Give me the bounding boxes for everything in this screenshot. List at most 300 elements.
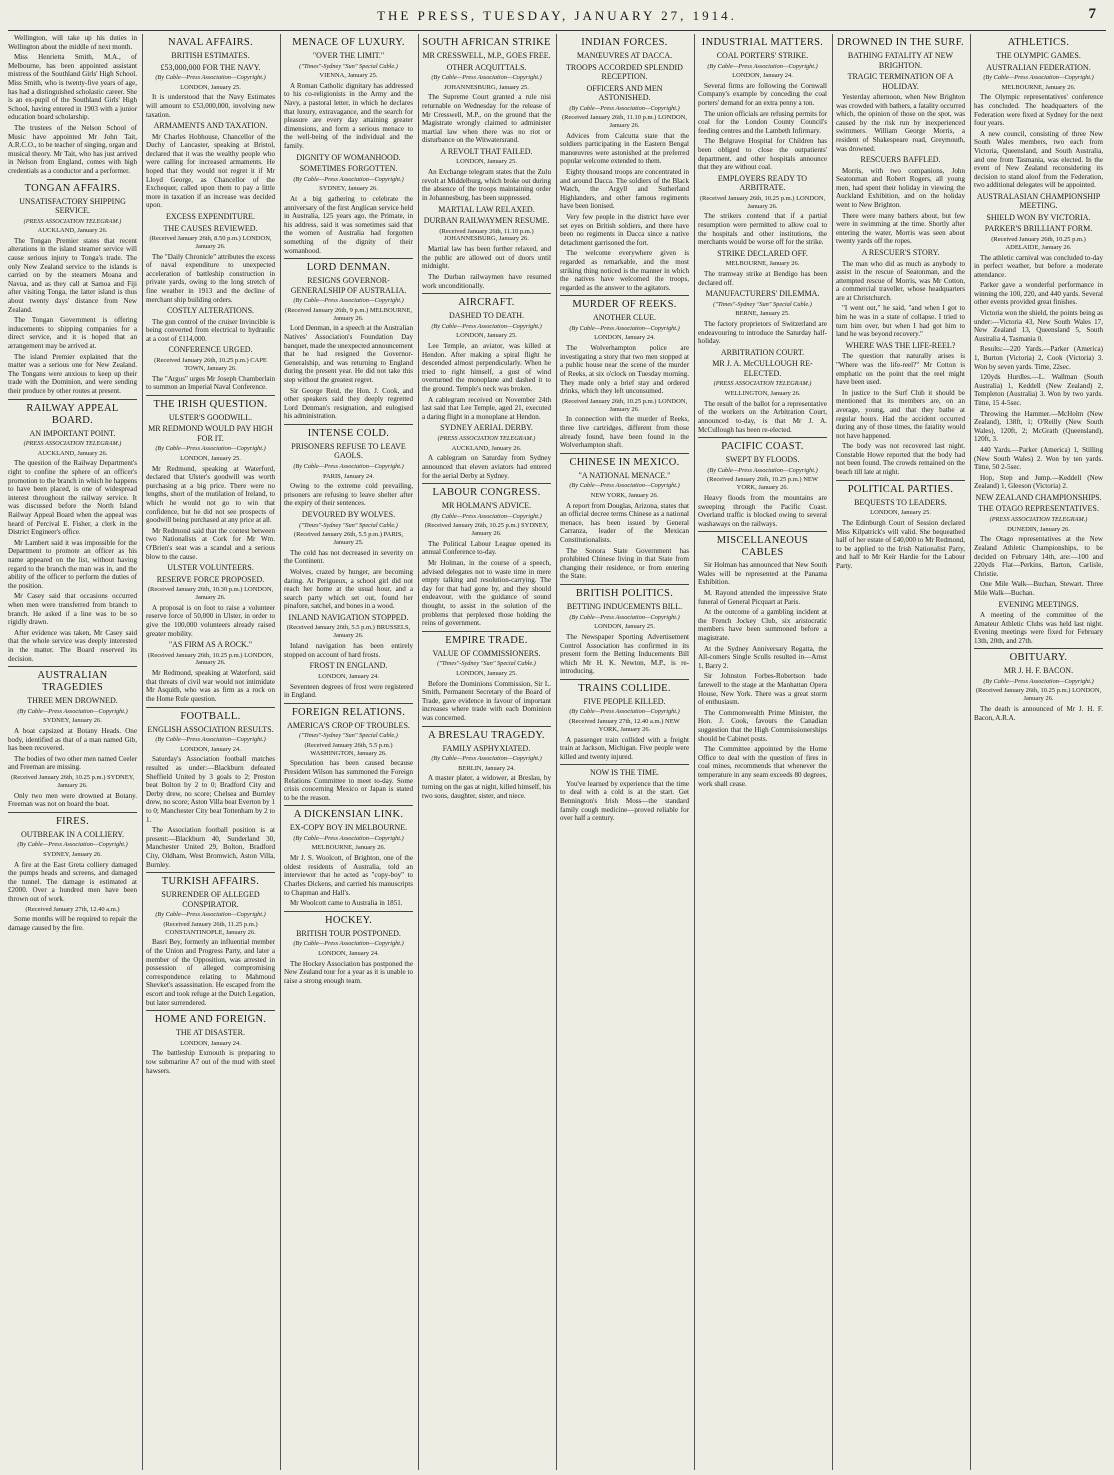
article-headline: MISCELLANEOUS CABLES — [716, 535, 809, 559]
dateline: AUCKLAND, January 26. — [37, 449, 108, 457]
article-paragraph: There were many bathers about, but few were in swimming at the time. Shortly after entering the water, Morris was seen about twenty yards off the ropes. — [836, 211, 965, 246]
article-paragraph: Mr Redmond said that the contest between two Nationalists at Cork for Mr Wm. O'Brien's seat was a scandal and a serious blow to the cause. — [146, 526, 275, 561]
wire-credit: (By Cable—Press Association—Copyright.) — [707, 62, 818, 70]
article-subheading: AMERICA'S CROP OF TROUBLES. — [287, 720, 410, 730]
article-paragraph: Lee Temple, an aviator, was killed at Hendon. After making a spiral flight he descended almost perpendicularly. When he tried to right himself, a gust of wind overturned the monoplane and dashed it to the ground. Temple's neck was broken. — [422, 342, 551, 394]
wire-credit: ("Times"-Sydney "Sun" Special Cable.) — [713, 300, 812, 308]
article-paragraph: The cold has not decreased in severity on the Continent. — [284, 548, 413, 566]
wire-credit: (By Cable—Press Association—Copyright.) — [155, 736, 266, 744]
article-headline: ATHLETICS. — [1007, 37, 1070, 48]
article-paragraph: Advices from Calcutta state that the soldiers participating in the Eastern Bengal manœuvres were astonished at the preferred popular welcome extended to them. — [560, 131, 689, 166]
dateline: (Received January 27th, 12.40 a.m.) NEW YORK, January 26. — [569, 717, 680, 733]
article-subheading: BETTING INDUCEMENTS BILL. — [566, 602, 683, 612]
wire-credit: (By Cable—Press Association—Copyright.) — [293, 462, 404, 470]
newspaper-columns — [8, 34, 1106, 1470]
article-paragraph: A cablegram received on November 24th last said that Lee Temple, aged 21, executed a daring flight in a monoplane at Hendon. — [422, 395, 551, 421]
column-8 — [974, 34, 1103, 1470]
dateline: (Received January 26th, 10.25 p.m.) LONDON, January 26. — [561, 397, 688, 413]
article-subheading: DIGNITY OF WOMANHOOD. — [296, 152, 401, 162]
article-headline: PACIFIC COAST. — [721, 441, 804, 453]
wire-credit: (By Cable—Press Association—Copyright.) — [17, 707, 128, 715]
article-paragraph: The man who did as much as anybody to assist in the rescue of Seatonman, and the attempted rescue of Morris, was Mr Cotton, a commercial traveller, whose headquarters are at Christchurch. — [836, 259, 965, 302]
article-paragraph: The Association football position is at present:—Blackburn 40, Sunderland 30, Manchester United 29, Bolton, Bradford City, Oldham, West Bromwich, Aston Villa, Burnley. — [146, 826, 275, 869]
section-rule — [146, 707, 275, 708]
article-paragraph: The gun control of the cruiser Invincible is being converted from electrical to hydraulic at a cost of £114,000. — [146, 317, 275, 343]
article-headline: TRAINS COLLIDE. — [578, 682, 671, 694]
article-paragraph: The Supreme Court granted a rule nisi returnable on Wednesday for the release of Mr Cresswell, M.P., on the ground that the Magistrate wrongly claimed to administer martial law when there was no riot or disturbance on the Witwatersrand. — [422, 93, 551, 145]
article-subheading: EX-COPY BOY IN MELBOURNE. — [289, 823, 408, 833]
article-subheading: AN IMPORTANT POINT. — [29, 428, 116, 438]
article-subheading: THREE MEN DROWNED. — [27, 696, 118, 706]
section-rule — [698, 531, 827, 532]
column-7 — [836, 34, 965, 1470]
article-subheading: EMPLOYERS READY TO ARBITRATE. — [717, 173, 808, 193]
article-paragraph: The island Premier explained that the matter was a serious one for New Zealand. The Tongans were anxious to keep up their trade with the Dominion, and were sending their produce by other routes at present. — [8, 352, 137, 395]
article-subheading: EXCESS EXPENDITURE. — [166, 212, 255, 222]
article-paragraph: Inland navigation has been entirely stopped on account of hard frosts. — [284, 642, 413, 659]
wire-credit: ("Times"-Sydney "Sun" Special Cable.) — [299, 62, 398, 70]
wire-credit: (By Cable—Press Association—Copyright.) — [569, 708, 680, 716]
page-number: 7 — [1088, 6, 1096, 22]
article-subheading: SHIELD WON BY VICTORIA. — [986, 212, 1091, 222]
article-paragraph: The Wolverhampton police are investigating a story that two men stopped at a public house near the scene of the murder of Reeks, at six o'clock on Tuesday morning. They made only a brief stay and ordered drinks, which they left unconsumed. — [560, 344, 689, 396]
article-paragraph: The factory proprietors of Switzerland are endeavouring to introduce the Saturday half-holiday. — [698, 320, 827, 346]
dateline: (Received January 26th, 10.30 p.m.) LONDON, January 26. — [147, 586, 274, 601]
masthead-rule — [8, 30, 1106, 31]
article-subheading: BRITISH TOUR POSTPONED. — [296, 928, 401, 938]
dateline: MELBOURNE, January 26. — [1001, 83, 1076, 91]
article-headline: INDIAN FORCES. — [581, 37, 668, 48]
article-headline: BRITISH POLITICS. — [575, 588, 674, 600]
article-subheading: MARTIAL LAW RELAXED. — [438, 204, 535, 214]
article-paragraph: The tramway strike at Bendigo has been declared off. — [698, 270, 827, 287]
article-paragraph: A Roman Catholic dignitary has addressed to his co-religionists in the Army and the Navy, a pastoral letter, in which he declares that luxury, extravagance, and the search for pleasure are every day attaining greater dimensions, and form a serious menace to the well-being of the individual and the family. — [284, 81, 413, 151]
article-paragraph: Wellington, will take up his duties in Wellington about the middle of next month. — [8, 34, 137, 51]
article-paragraph: 440 Yards.—Parker (America) 1, Stilling (New South Wales) 2. Won by ten yards. Time, 50 2-5sec. — [974, 445, 1103, 472]
article-headline: NAVAL AFFAIRS. — [168, 37, 253, 48]
section-rule — [560, 679, 689, 680]
article-paragraph: The Hockey Association has postponed the New Zealand tour for a year as it is unable to raise a strong enough team. — [284, 959, 413, 985]
article-subheading: THE OLYMPIC GAMES. — [996, 51, 1081, 60]
article-paragraph: Speculation has been caused because President Wilson has summoned the Foreign Relations Committee to meet to-day. Some crisis concerning Mexico or Japan is stated to be the reason. — [284, 759, 413, 802]
article-subheading: THE AT DISASTER. — [176, 1028, 245, 1038]
article-paragraph: Sir Johnston Forbes-Robertson bade farewell to the stage at the Manhattan Opera House, New York. There was a great storm of enthusiasm. — [698, 672, 827, 707]
dateline: LONDON, January 24. — [318, 672, 379, 680]
article-paragraph: The Edinburgh Court of Session declared Miss Kilpatrick's will valid. She bequeathed half of her estate of £40,000 to Mr Redmond, to be applied to the Irish Nationalist Party, and half to Mr Keir Hardie for the Labour Party. — [836, 518, 965, 570]
dateline: (Received January 26th, 5.5 p.m.) PARIS, January 25. — [293, 531, 404, 546]
wire-credit: (By Cable—Press Association—Copyright.) — [293, 297, 404, 305]
dateline: (Received January 26th, 11.10 p.m.) JOHANNESBURG, January 26. — [439, 227, 534, 243]
article-paragraph: A report from Douglas, Arizona, states that an official decree terms Chinese as a national menace, has been issued by General Carranza, leader of the Mexican Constitutionalists. — [560, 501, 689, 545]
article-subheading: "AS FIRM AS A ROCK." — [168, 640, 253, 650]
article-paragraph: Several firms are following the Cornwall Company's example by conceding the coal porters' demand for an extra penny a ton. — [698, 81, 827, 108]
article-subheading: £53,000,000 FOR THE NAVY. — [160, 62, 261, 72]
wire-credit: (By Cable—Press Association—Copyright.) — [293, 175, 404, 183]
article-paragraph: The question of the Railway Department's right to confine the sphere of an officer's promotion to the branch in which he happens to have been placed, is one of widespread interest throughout the railway service. It was discussed before the North Island Railway Appeal Board when the appeal was heard of Percival E. Fisher, a clerk in the District Engineer's office. — [8, 459, 137, 537]
wire-credit: (By Cable—Press Association—Copyright.) — [983, 677, 1094, 685]
wire-credit: (By Cable—Press Association—Copyright.) — [569, 482, 680, 490]
article-paragraph: Results:—220 Yards.—Parker (America) 1, Burton (Victoria) 2, Cook (Victoria) 3. Won by seven yards. Time, 22sec. — [974, 345, 1103, 371]
wire-credit: (By Cable—Press Association—Copyright.) — [431, 74, 542, 81]
dateline: (Received January 26th, 10.25 p.m.) ADELAIDE, January 26. — [991, 235, 1086, 251]
column-5 — [560, 34, 689, 1470]
article-paragraph: The Tongan Government is offering inducements to shipping companies for a direct service, and it is hoped that an arrangement may be arrived at. — [8, 316, 137, 351]
wire-credit: (By Cable—Press Association—Copyright.) — [569, 104, 680, 112]
article-paragraph: Miss Henrietta Smith, M.A., of Melbourne, has been appointed assistant mistress of the Southland Girls' High School. Miss Smith, who is twenty-five years of age, has had a distinguished scholastic career. She is an ex-pupil of the Southland Girls' High School, having entered in 1903 with a junior education board scholarship. — [8, 53, 137, 122]
wire-credit: (PRESS ASSOCIATION TELEGRAM.) — [23, 217, 122, 225]
column-1 — [8, 34, 137, 1470]
dateline: LONDON, January 24. — [318, 949, 379, 957]
dateline: BERLIN, January 24. — [458, 764, 515, 772]
article-subheading: AUSTRALASIAN CHAMPIONSHIP MEETING. — [976, 191, 1101, 211]
wire-credit: (By Cable—Press Association—Copyright.) — [431, 322, 542, 330]
article-paragraph: Mr Holman, in the course of a speech, advised delegates not to waste time in mere empty talking and resolution-carrying. The day for that had gone by, and they should endeavour, with the guidance of sound thought, to assist in the solution of the problems that perplexed those holding the reins of government. — [422, 558, 551, 628]
dateline: SYDNEY, January 26. — [43, 850, 102, 858]
article-paragraph: Eighty thousand troops are concentrated in and around Dacca. The soldiers of the Black Watch, the Argyll and Sutherland Highlanders, and other famous regiments have been lionised. — [560, 168, 689, 211]
dateline: (Received January 27th, 12.40 a.m.) — [25, 905, 120, 913]
article-subheading: ENGLISH ASSOCIATION RESULTS. — [147, 724, 274, 734]
column-divider — [142, 34, 143, 1470]
article-subheading: WHERE WAS THE LIFE-REEL? — [845, 340, 956, 350]
section-rule — [422, 631, 551, 632]
section-rule — [974, 648, 1103, 649]
article-paragraph: In connection with the murder of Reeks, three live cartridges, different from those already found, have been found in the Wolverhampton shaft. — [560, 415, 689, 450]
dateline: (Received January 26th, 10.25 p.m.) LONDON, January 26. — [975, 687, 1102, 703]
article-paragraph: At the Sydney Anniversary Regatta, the All-comers Single Sculls resulted in—Arnst 1, Barry 2. — [698, 644, 827, 670]
article-subheading: MR J. H. F. BACON. — [1003, 666, 1074, 676]
dateline: LONDON, January 24. — [180, 745, 241, 753]
section-rule — [146, 1010, 275, 1011]
dateline: LONDON, January 24. — [180, 1039, 241, 1047]
article-paragraph: The athletic carnival was concluded to-day in perfect weather, but before a moderate attendance. — [974, 253, 1103, 279]
article-paragraph: Wolves, crazed by hunger, are becoming daring. At Perigueux, a school girl did not reach her home at the usual hour, and a search party which set out, found her pinafore, satchel, and bones in a wood. — [284, 567, 413, 611]
article-paragraph: Heavy floods from the mountains are sweeping through the Pacific Coast. Overland traffic is blocked owing to several washaways on the railways. — [698, 493, 827, 528]
wire-credit: (By Cable—Press Association—Copyright.) — [569, 613, 680, 621]
article-paragraph: A new council, consisting of three New South Wales members, two each from Victoria, Queensland, and South Australia, and one from Tasmania, was elected. In the event of New Zealand reconsidering its decision to stand aloof from the Federation, two additional delegates will be appointed. — [974, 129, 1103, 190]
article-subheading: ULSTER'S GOODWILL. — [168, 412, 253, 422]
section-rule — [560, 584, 689, 585]
article-headline: FOOTBALL. — [180, 710, 241, 722]
dateline: (Received January 26th, 8.50 p.m.) LONDON, January 26. — [149, 235, 272, 250]
article-paragraph: Morris, with two companions, John Seatonman and Robert Rogers, all young men, had spent their holiday in viewing the Auckland Exhibition, and on the holiday went to New Brighton. — [836, 166, 965, 210]
article-subheading: THE OTAGO REPRESENTATIVES. — [978, 504, 1099, 514]
article-paragraph: Lord Denman, in a speech at the Australian Natives' Association's Foundation Day banquet, made the unexpected announcement that he had resigned the Governor-Generalship, and was returning to England during the present year. He did not take this step without the greatest regret. — [284, 324, 413, 384]
article-headline: MENACE OF LUXURY. — [292, 37, 405, 48]
article-subheading: BRITISH ESTIMATES. — [171, 51, 250, 60]
article-paragraph: Before the Dominions Commission, Sir L. Smith, Permanent Secretary of the Board of Trade, gave evidence in favour of important increases where trade with each Dominion was concerned. — [422, 679, 551, 722]
article-subheading: EVENING MEETINGS. — [998, 599, 1079, 609]
article-headline: CHINESE IN MEXICO. — [569, 456, 680, 468]
article-headline: POLITICAL PARTIES. — [847, 483, 954, 495]
article-paragraph: The union officials are refusing permits for coal for the London County Council's feeding centres and the Lambeth Infirmary. — [698, 109, 827, 135]
wire-credit: (By Cable—Press Association—Copyright.) — [293, 834, 404, 842]
article-paragraph: At the outcome of a gambling incident at the French Jockey Club, six aristocratic members have been summoned before a magistrate. — [698, 608, 827, 643]
section-rule — [560, 453, 689, 454]
article-paragraph: The battleship Exmouth is preparing to tow submarine A7 out of the mud with steel hawsers. — [146, 1049, 275, 1075]
article-paragraph: The death is announced of Mr J. H. F. Bacon, A.R.A. — [974, 705, 1103, 722]
wire-credit: (PRESS ASSOCIATION TELEGRAM.) — [989, 515, 1088, 523]
wire-credit: (By Cable—Press Association—Copyright.) — [707, 466, 818, 474]
article-subheading: MR REDMOND WOULD PAY HIGH FOR IT. — [148, 424, 273, 443]
wire-credit: (By Cable—Press Association—Copyright.) — [569, 324, 680, 332]
masthead — [0, 8, 1114, 30]
dateline: (Received January 26th, 10.25 p.m.) CAPE TOWN, January 26. — [154, 356, 267, 372]
section-rule — [698, 437, 827, 438]
article-subheading: ANOTHER CLUE. — [592, 313, 657, 323]
article-headline: OBITUARY. — [1009, 652, 1068, 664]
article-headline: DROWNED IN THE SURF. — [837, 37, 964, 48]
article-subheading: SOMETIMES FORGOTTEN. — [299, 164, 398, 174]
article-paragraph: A passenger train collided with a freight train at Jackson, Michigan. Five people were killed and twenty injured. — [560, 735, 689, 761]
article-paragraph: Mr Woolcott came to Australia in 1851. — [290, 899, 403, 908]
article-paragraph: Sir George Reid, the Hon. J. Cook, and other speakers said they deeply regretted Lord Denman's resignation, and eulogised his administration. — [284, 386, 413, 421]
section-rule — [8, 399, 137, 400]
section-rule — [284, 703, 413, 704]
section-rule — [47, 179, 99, 180]
article-paragraph: Owing to the extreme cold prevailing, prisoners are refusing to leave shelter after the expiry of their sentences. — [284, 482, 413, 508]
section-rule — [8, 666, 137, 667]
article-paragraph: M. Rayond attended the impressive State funeral of General Picquart at Paris. — [698, 589, 827, 606]
article-paragraph: The welcome everywhere given is regarded as remarkable, and the most striking thing noticed is the manner in which the natives have welcomed the troops, regarded as the answer to the agitators. — [560, 249, 689, 292]
column-divider — [280, 34, 281, 1470]
dateline: WELLINGTON, January 26. — [724, 390, 801, 398]
article-subheading: DURBAN RAILWAYMEN RESUME. — [423, 216, 550, 226]
dateline: LONDON, January 25. — [180, 454, 241, 462]
dateline: (Received January 26th, 9 p.m.) MELBOURNE, January 26. — [285, 306, 412, 322]
article-subheading: TRAGIC TERMINATION OF A HOLIDAY. — [847, 72, 954, 91]
wire-credit: ("Times"-Sydney "Sun" Special Cable.) — [437, 660, 536, 668]
article-subheading: INLAND NAVIGATION STOPPED. — [288, 612, 409, 622]
article-paragraph: Victoria won the shield, the points being as under:—Victoria 43, New South Wales 17, New Zealand 13, Queensland 5, South Australia 4, Tasmania 0. — [974, 309, 1103, 343]
dateline: LONDON, January 24. — [594, 334, 655, 342]
article-paragraph: Only two men were drowned at Botany. Freeman was not on board the boat. — [8, 791, 137, 809]
dateline: LONDON, January 24. — [732, 72, 793, 80]
dateline: LONDON, January 25. — [456, 158, 517, 166]
article-subheading: UNSATISFACTORY SHIPPING SERVICE. — [19, 196, 126, 215]
column-divider — [970, 34, 971, 1470]
article-headline: FIRES. — [55, 815, 90, 827]
article-paragraph: The strikers contend that if a partial resumption were permitted to allow coal to the hospitals and other institutions, the merchants would be worse off for the strike. — [698, 212, 827, 247]
column-divider — [418, 34, 419, 1470]
article-subheading: BATHING FATALITY AT NEW BRIGHTON. — [847, 51, 954, 70]
article-paragraph: Mr Charles Hobhouse, Chancellor of the Duchy of Lancaster, speaking at Bristol, declared that it was the wealthy people who were calling for increased armaments. He hoped that they would not regret it if Mr Lloyd George, as Chancellor of the Exchequer, called upon them to pay a little more in taxation if an increase was decided upon. — [146, 132, 275, 210]
article-paragraph: The body was not recovered last night. Constable Howe reported that the body had not been found. The crowds remained on the beach till late at night. — [836, 442, 965, 477]
article-subheading: OFFICERS AND MEN ASTONISHED. — [586, 83, 663, 102]
column-divider — [556, 34, 557, 1470]
section-rule — [146, 872, 275, 873]
article-paragraph: A master plater, a widower, at Breslau, by turning on the gas at night, killed himself, his two sons, daughter, sister, and niece. — [422, 774, 551, 800]
article-subheading: DASHED TO DEATH. — [448, 311, 525, 321]
article-subheading: MANŒUVRES AT DACCA. — [576, 51, 673, 60]
article-paragraph: A boat capsized at Botany Heads. One body, identified as that of a man named Gib, has been recovered. — [8, 727, 137, 753]
article-subheading: A RESCUER'S STORY. — [861, 248, 940, 257]
article-subheading: MR J. A. McCULLOUGH RE-ELECTED. — [712, 359, 813, 378]
dateline: SYDNEY, January 26. — [43, 717, 102, 725]
article-subheading: MR HOLMAN'S ADVICE. — [441, 501, 532, 511]
article-paragraph: Mr Casey said that occasions occurred when men were transferred from branch to branch. He asked if a line was to be so rigidly drawn. — [8, 592, 137, 627]
wire-credit: (By Cable—Press Association—Copyright.) — [155, 74, 266, 81]
dateline: (Received January 26th, 10.25 p.m.) SYDNEY, January 26. — [10, 773, 135, 789]
wire-credit: (PRESS ASSOCIATION TELEGRAM.) — [713, 380, 812, 388]
article-paragraph: Mr Redmond, speaking at Waterford, declared that Ulster's goodwill was worth purchasing at a big price. There were no lengths, short of the mutilation of Ireland, to which he would not go to win that confidence, but he did not see prospects of goodwill being purchased at any price at all. — [146, 464, 275, 525]
section-rule — [422, 726, 551, 727]
article-subheading: BEQUESTS TO LEADERS. — [854, 497, 947, 507]
article-headline: AIRCRAFT. — [458, 297, 515, 309]
article-subheading: SYDNEY AERIAL DERBY. — [440, 423, 533, 433]
dateline: (Received January 26th, 5.5 p.m.) BRUSSELS, January 26. — [286, 624, 411, 640]
article-subheading: RESCUERS BAFFLED. — [860, 155, 941, 165]
article-subheading: SWEPT BY FLOODS. — [725, 455, 800, 465]
section-rule — [284, 424, 413, 425]
wire-credit: (By Cable—Press Association—Copyright.) — [431, 755, 542, 763]
article-paragraph: Mr Lambert said it was impossible for the Department to promote an officer as his name appeared on the list, without having regard to the branch the man was in, and the ability of the officer to perform the duties of the position. — [8, 538, 137, 590]
section-rule — [560, 295, 689, 296]
article-headline: A BRESLAU TRAGEDY. — [428, 729, 545, 741]
article-paragraph: In justice to the Surf Club it should be mentioned that its members are, on an average, young, and that they bathe at regular hours. Had the accident occurred during any of those times, the fatality would not have happened. — [836, 388, 965, 440]
article-subheading: STRIKE DECLARED OFF. — [717, 248, 808, 258]
article-subheading: PARKER'S BRILLIANT FORM. — [984, 224, 1093, 234]
article-paragraph: The Newspaper Sporting Advertisement Control Association has confirmed in its present form the Betting Inducements Bill which Mr H. K. Newton, M.P., is re-introducing. — [560, 632, 689, 676]
article-paragraph: Mr Redmond, speaking at Waterford, said that threats of civil war would not intimidate Mr Asquith, who was as firm as a rock on the Home Rule question. — [146, 669, 275, 703]
section-rule — [146, 395, 275, 396]
wire-credit: (By Cable—Press Association—Copyright.) — [983, 74, 1094, 81]
article-paragraph: The Committee appointed by the Home Office to deal with the question of fires in coal mines, recommends that whenever the temperature in any seam exceeds 80 degrees, work shall cease. — [698, 745, 827, 788]
article-subheading: OUTBREAK IN A COLLIERY. — [21, 829, 124, 839]
column-divider — [694, 34, 695, 1470]
article-subheading: DEVOURED BY WOLVES. — [301, 510, 396, 520]
article-headline: EMPIRE TRADE. — [445, 634, 528, 646]
article-paragraph: Very few people in the district have ever set eyes on British soldiers, and there have been no regiments in Dacca since a native detachment garrisoned the fort. — [560, 213, 689, 247]
column-2 — [146, 34, 275, 1470]
dateline: LONDON, January 25. — [870, 509, 931, 517]
article-subheading: OTHER ACQUITTALS. — [446, 62, 527, 72]
dateline: AUCKLAND, January 26. — [451, 444, 522, 452]
wire-credit: (PRESS ASSOCIATION TELEGRAM.) — [23, 440, 122, 448]
article-headline: INTENSE COLD. — [307, 427, 390, 439]
article-paragraph: The "Argus" urges Mr Joseph Chamberlain to summon an Imperial Naval Conference. — [146, 374, 275, 392]
article-paragraph: Martial law has been further relaxed, and the public are allowed out of doors until midnight. — [422, 245, 551, 271]
dateline: (Received January 26th, 11.10 p.m.) LONDON, January 26. — [561, 114, 688, 129]
article-subheading: ARBITRATION COURT. — [720, 347, 805, 357]
article-subheading: VALUE OF COMMISSIONERS. — [432, 648, 541, 658]
article-paragraph: At a big gathering to celebrate the anniversary of the first Anglican service held in Australia, 125 years ago, the Primate, in his address, said it was sometimes said that the women of Australia had forgotten something of the dignity of their womanhood. — [284, 195, 413, 255]
wire-credit: (By Cable—Press Association—Copyright.) — [155, 445, 266, 453]
article-headline: HOCKEY. — [324, 914, 373, 926]
article-headline: RAILWAY APPEAL BOARD. — [26, 402, 119, 426]
article-headline: HOME AND FOREIGN. — [154, 1014, 267, 1026]
article-subheading: COSTLY ALTERATIONS. — [166, 306, 255, 316]
article-subheading: ULSTER VOLUNTEERS. — [167, 563, 254, 573]
dateline: (Received January 26th, 10.25 p.m.) NEW YORK, January 26. — [706, 476, 818, 492]
article-subheading: FROST IN ENGLAND. — [309, 661, 388, 671]
section-rule — [422, 483, 551, 484]
dateline: NEW YORK, January 26. — [590, 491, 659, 499]
article-subheading: RESERVE FORCE PROPOSED. — [156, 574, 265, 584]
article-headline: TURKISH AFFAIRS. — [161, 876, 260, 888]
wire-credit: ("Times"-Sydney "Sun" Special Cable.) — [299, 521, 398, 529]
article-headline: INDUSTRIAL MATTERS. — [701, 37, 824, 48]
wire-credit: (PRESS ASSOCIATION TELEGRAM.) — [437, 434, 536, 442]
article-paragraph: A meeting of the committee of the Amateur Athletic Clubs was held last night. Evening meetings were fixed for February 13th, 20th, and 27th. — [974, 611, 1103, 645]
article-paragraph: The bodies of two other men named Ceeler and Freeman are missing. — [8, 754, 137, 772]
article-subheading: FAMILY ASPHYXIATED. — [442, 743, 531, 753]
article-subheading: NOW IS THE TIME. — [590, 768, 659, 778]
dateline: JOHANNESBURG, January 25. — [444, 83, 529, 91]
article-subheading: RESIGNS GOVERNOR-GENERALSHIP OF AUSTRALIA. — [290, 276, 407, 295]
article-paragraph: Yesterday afternoon, when New Brighton was crowded with bathers, a fatality occurred which, the opinion of those on the spot, was caused by the risk run by inexperienced swimmers. William George Morris, a resident of Shakespeare road, Greymouth, was drowned. — [836, 93, 965, 153]
article-subheading: NEW ZEALAND CHAMPIONSHIPS. — [975, 492, 1102, 502]
article-paragraph: Basri Bey, formerly an influential member of the Union and Progress Party, and later a member of the Opposition, was arrested in possession of alleged compromising correspondence relating to Mahmoud Shevket's assassination. He escaped from the escort and took refuge at the Dutch Legation, but later surrendered. — [146, 938, 275, 1007]
article-subheading: FIVE PEOPLE KILLED. — [583, 696, 666, 706]
column-4 — [422, 34, 551, 1470]
dateline: LONDON, January 25. — [180, 83, 241, 91]
article-paragraph: The question that naturally arises is "Where was the life-reel?" Mr Cotton is emphatic on the point that the reel might have been used. — [836, 352, 965, 387]
article-paragraph: The trustees of the Nelson School of Music have appointed Mr John Tait, A.R.C.O., to be teacher of singing, organ and musical theory. Mr Tait, who has just arrived in Nelson from England, comes with high credentials as a conductor and a performer. — [8, 123, 137, 175]
wire-credit: (By Cable—Press Association—Copyright.) — [431, 512, 542, 520]
dateline: MELBOURNE, January 26. — [725, 260, 800, 268]
masthead-title: THE PRESS, TUESDAY, JANUARY 27, 1914. — [377, 8, 737, 23]
article-paragraph: A cablegram on Saturday from Sydney announced that eleven aviators had entered for the aerial Derby at Sydney. — [422, 454, 551, 480]
article-paragraph: Hop, Step and Jump.—Keddell (New Zealand) 1, Gleeson (Victoria) 2. — [974, 473, 1103, 491]
article-paragraph: A proposal is on foot to raise a volunteer reserve force of 50,000 in Ulster, in order to give the 100,000 volunteers already raised greater mobility. — [146, 603, 275, 638]
article-subheading: TROOPS ACCORDED SPLENDID RECEPTION. — [566, 62, 683, 81]
article-paragraph: The Sonora State Government has prohibited Chinese living in that State from changing their residence, or from entering the State. — [560, 546, 689, 581]
column-divider — [832, 34, 833, 1470]
article-paragraph: The result of the ballot for a representative of the workers on the Arbitration Court, announced to-day, is that Mr J. A. McCullough has been re-elected. — [698, 399, 827, 434]
article-headline: MURDER OF REEKS. — [572, 299, 677, 311]
article-paragraph: The Tongan Premier states that recent alterations in the island steamer service will cause serious injury to Tonga's trade. The only New Zealand service to the islands is carried on by the steamers Moana and Navua, and as they call at Samoa and Fiji after visiting Tonga, the latter island is thus about twenty days' distance from New Zealand. — [8, 236, 137, 314]
section-rule — [836, 480, 965, 481]
article-subheading: SURRENDER OF ALLEGED CONSPIRATOR. — [161, 890, 260, 909]
wire-credit: ("Times"-Sydney "Sun" Special Cable.) — [299, 732, 398, 740]
dateline: DUNEDIN, January 26. — [1007, 525, 1070, 533]
dateline: (Received January 26th, 10.25 p.m.) LONDON, January 26. — [699, 194, 826, 210]
article-paragraph: One Mile Walk—Buchan, Stewart. Three Mile Walk—Buchan. — [974, 580, 1103, 597]
article-headline: FOREIGN RELATIONS. — [291, 706, 406, 718]
article-paragraph: You've learned by experience that the time to deal with a cold is at the start. Get Bennington's Irish Moss—the standard family cough medicine—proved reliable for over half a century. — [560, 779, 689, 823]
dateline: PARIS, January 24. — [322, 472, 375, 480]
article-subheading: ARMAMENTS AND TAXATION. — [153, 121, 268, 131]
article-paragraph: Some months will be required to repair the damage caused by the fire. — [8, 915, 137, 933]
article-paragraph: The "Daily Chronicle" attributes the excess of naval expenditure to unexpected acceleration of battleship construction in private yards, owing to the long stretch of fine weather in 1913 and the decline of merchant ship building orders. — [146, 252, 275, 304]
dateline: (Received January 26th, 10.25 p.m.) SYDNEY, January 26. — [424, 522, 549, 537]
article-paragraph: 120yds Hurdles.—L. Wallman (South Australia) 1, Keddell (New Zealand) 2, Templeton (Australia) 3. Won by two yards. Time, 15 4-5sec. — [974, 373, 1103, 408]
section-rule — [284, 258, 413, 259]
dateline: MELBOURNE, January 26. — [311, 844, 386, 852]
article-paragraph: Parker gave a wonderful performance in winning the 100, 220, and 440 yards. Several other events provided great finishes. — [974, 281, 1103, 307]
dateline: (Received January 26th, 10.25 p.m.) LONDON, January 26. — [147, 651, 274, 667]
column-6 — [698, 34, 827, 1470]
article-paragraph: The Belgrave Hospital for Children has been obliged to close the outpatients' department, and other hospitals announce that they are without coal. — [698, 137, 827, 172]
article-subheading: AUSTRALIAN FEDERATION. — [986, 62, 1091, 72]
dateline: VIENNA, January 25. — [319, 72, 378, 80]
article-paragraph: Seventeen degrees of frost were registered in England. — [284, 682, 413, 700]
section-rule — [284, 911, 413, 912]
article-paragraph: A fire at the East Greta colliery damaged the pumps heads and screens, and damaged the tunnel. The damage is estimated at £2000. Over a hundred men have been thrown out of work. — [8, 860, 137, 904]
column-3 — [284, 34, 413, 1470]
dateline: LONDON, January 25. — [594, 623, 655, 631]
article-subheading: MR CRESSWELL, M.P., GOES FREE. — [422, 51, 551, 60]
article-paragraph: Saturday's Association football matches resulted as under:—Blackburn defeated Sheffield United by 3 goals to 2; Preston beat Bolton by 2 to 0; Bradford City and Derby drew, no score; Chelsea and Burnley drew, no score; Aston Villa beat Everton by 1 to 0; Manchester City beat Tottenham by 2 to 1. — [146, 755, 275, 824]
article-paragraph: An Exchange telegram states that the Zulu revolt at Middelburg, which broke out during the absence of the troops maintaining order in Johannesburg, has been suppressed. — [422, 168, 551, 203]
article-subheading: THE CAUSES REVIEWED. — [163, 223, 258, 233]
article-subheading: "A NATIONAL MENACE." — [578, 470, 671, 480]
article-paragraph: Mr J. S. Woolcott, of Brighton, one of the oldest residents of Australia, told an interviewer that he acted as "copy-boy" to Charles Dickens, and carried his manuscripts to Chapman and Hall's. — [284, 854, 413, 897]
article-paragraph: The Commonwealth Prime Minister, the Hon. J. Cook, favours the Canadian suggestion that the High Commissionerships should be Cabinet posts. — [698, 708, 827, 743]
article-paragraph: After evidence was taken, Mr Casey said that the whole service was deeply interested in the matter. The Board reserved its decision. — [8, 628, 137, 663]
dateline: LONDON, January 25. — [456, 669, 517, 677]
article-headline: LORD DENMAN. — [306, 262, 391, 274]
